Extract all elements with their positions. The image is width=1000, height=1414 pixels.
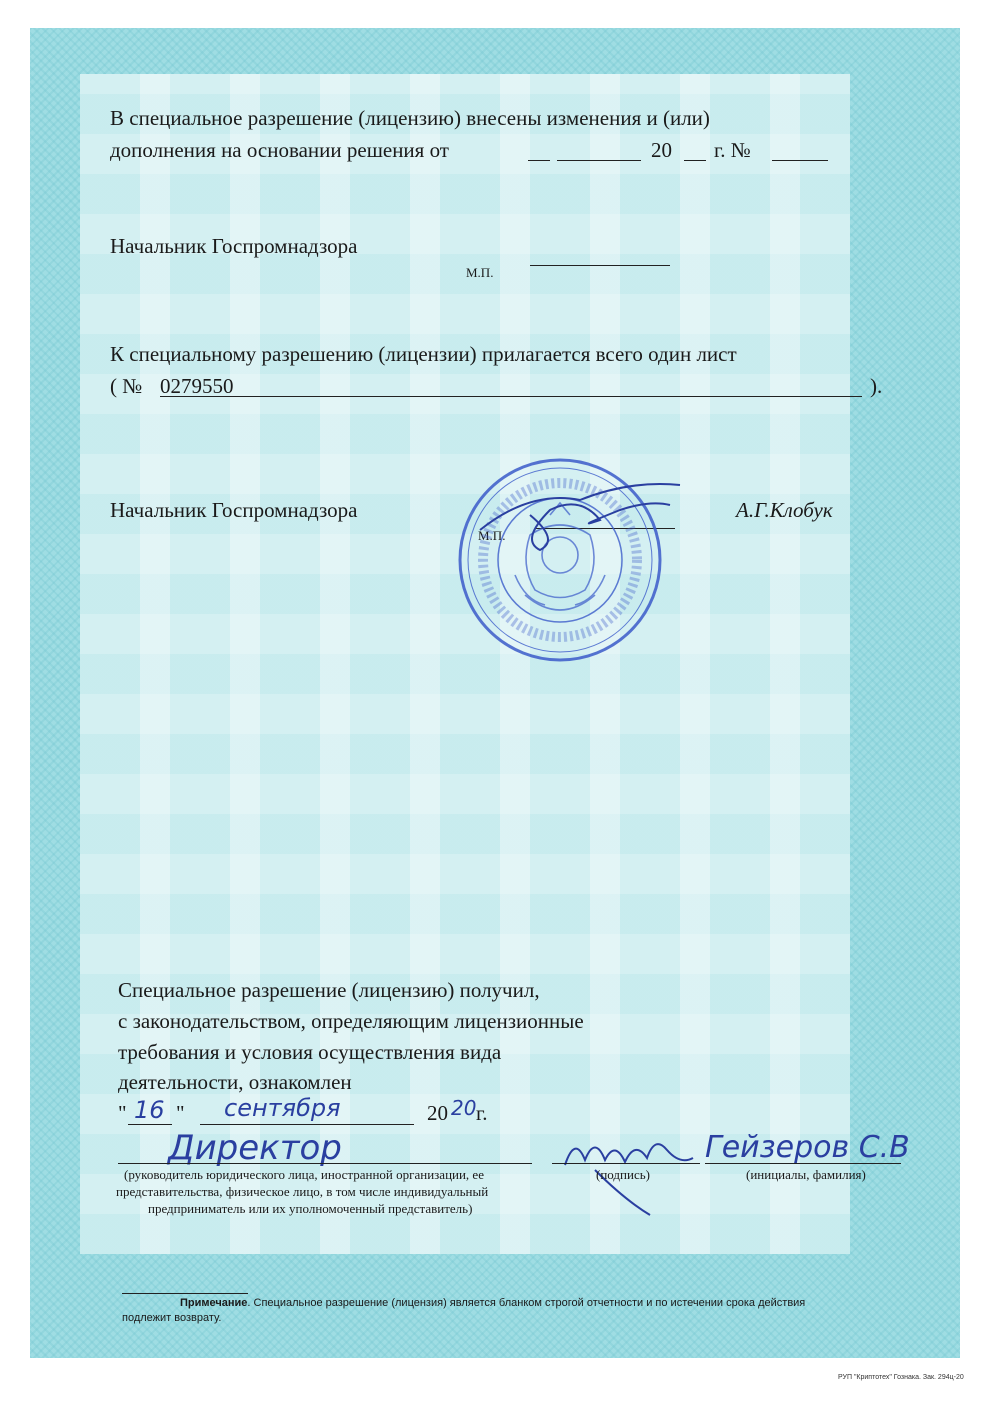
- date-year-end: г.: [476, 1101, 488, 1125]
- note-label: Примечание: [180, 1297, 248, 1309]
- note-line-2: подлежит возврату.: [122, 1312, 222, 1324]
- head-title-2: Начальник Госпромнадзора: [110, 498, 358, 522]
- caption-signature: (подпись): [596, 1167, 650, 1182]
- signatory-position: Директор: [168, 1128, 342, 1168]
- date-quote-close: ": [176, 1101, 185, 1125]
- head-signature: [470, 470, 690, 560]
- attachment-number-line: [160, 396, 862, 397]
- caption-name: (инициалы, фамилия): [746, 1167, 866, 1182]
- signature-blank-1: [530, 265, 670, 266]
- attachment-line-1: К специальному разрешению (лицензии) прилагается всего один лист: [110, 342, 737, 366]
- amendment-number-label: г. №: [714, 138, 751, 162]
- date-day-line: [128, 1124, 172, 1125]
- month-blank: [557, 160, 641, 161]
- date-day: 16: [134, 1096, 165, 1124]
- caption-left-3: предприниматель или их уполномоченный представитель): [148, 1201, 473, 1216]
- head-name: А.Г.Клобук: [736, 498, 833, 522]
- receipt-line-3: требования и условия осуществления вида: [118, 1040, 502, 1064]
- date-year-suffix: 20: [451, 1096, 477, 1120]
- note-line-1: [180, 1296, 805, 1310]
- attachment-close: ).: [870, 374, 883, 398]
- caption-left-2: представительства, физическое лицо, в том числе индивидуальный: [116, 1184, 489, 1199]
- note-text-1: . Специальное разрешение (лицензия) является бланком строгой отчетности и по истечении срока действия: [247, 1297, 806, 1309]
- caption-left-1: (руководитель юридического лица, иностранной организации, ее: [124, 1167, 484, 1182]
- note-divider: [122, 1293, 248, 1294]
- amendment-year: 20: [651, 138, 672, 162]
- attachment-open: ( №: [110, 374, 143, 398]
- signatory-name: Гейзеров С.В: [705, 1130, 910, 1165]
- attachment-number: 0279550: [160, 374, 234, 398]
- signature-line: [552, 1163, 700, 1164]
- date-month-line: [200, 1124, 414, 1125]
- receipt-line-1: Специальное разрешение (лицензию) получил,: [118, 978, 540, 1002]
- year-blank: [684, 160, 706, 161]
- printer-footer: РУП "Криптотех" Гознака. Зак. 294ц-20: [838, 1374, 964, 1381]
- signatory-name-line: [705, 1163, 901, 1164]
- amendment-line-2-prefix: дополнения на основании решения от: [110, 138, 449, 162]
- amendment-line-1: В специальное разрешение (лицензию) внесены изменения и (или): [110, 106, 710, 130]
- number-blank: [772, 160, 828, 161]
- receipt-line-2: с законодательством, определяющим лицензионные: [118, 1009, 584, 1033]
- date-year-prefix: 20: [427, 1101, 448, 1125]
- date-month: сентября: [224, 1094, 341, 1122]
- signatory-position-line: [118, 1163, 532, 1164]
- seal-label-1: М.П.: [466, 265, 494, 280]
- seal-label-2: М.П.: [478, 528, 506, 543]
- head-title-1: Начальник Госпромнадзора: [110, 234, 358, 258]
- date-quote-open: ": [118, 1101, 127, 1125]
- day-blank: [528, 160, 550, 161]
- receipt-line-4: деятельности, ознакомлен: [118, 1070, 352, 1094]
